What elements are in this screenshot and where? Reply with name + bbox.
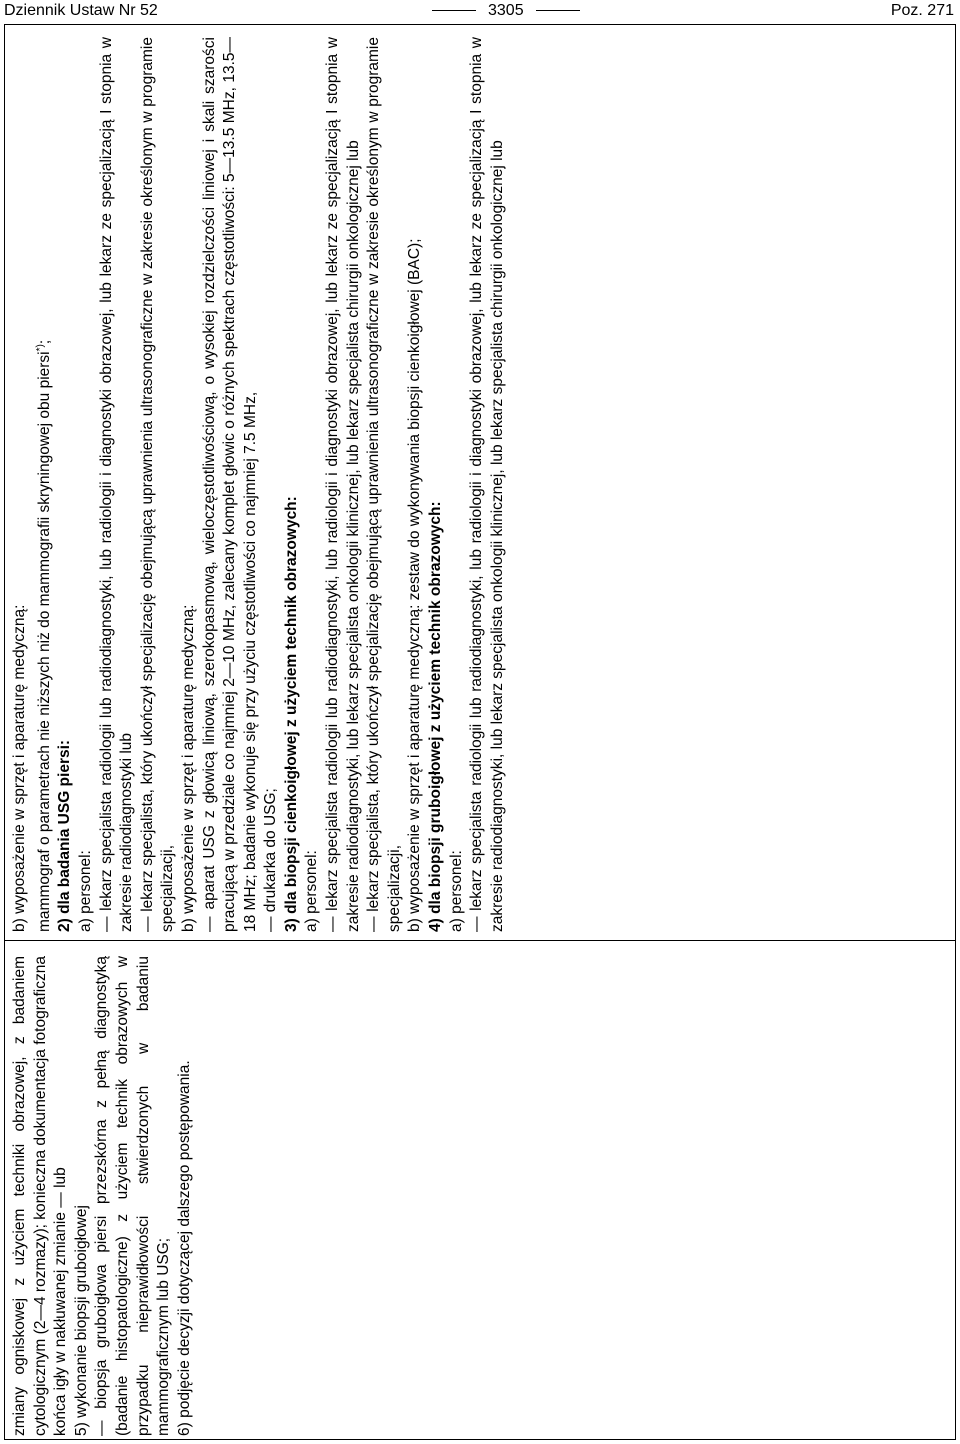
text-line: [302, 37, 323, 932]
line-text: — lekarz specjalista radiologii lub radiodiagnostyki, lub radiologii i diagnostyki obrazowej, lub lekarz ze specjalizacją I stopnia w zakresie radiodiagnostyki lub: [97, 37, 136, 932]
page-number-text: 3305: [488, 2, 524, 19]
line-text: mammograf o parametrach nie niższych niż do mammografii skryningowej obu piersi: [35, 351, 53, 932]
text-line: [200, 37, 262, 932]
text-line: [467, 37, 508, 932]
text-line: [97, 37, 138, 932]
text-line: [323, 37, 364, 932]
line-text: — biopsja gruboigłowa piersi przezskórna z pełną diagnostyką (badanie histopatologiczne) z użyciem technik obrazowych w przypadku nieprawidłowości stwierdzonych w badaniu mammograficznym lub USG;: [93, 956, 173, 1436]
column-divider: [4, 940, 956, 941]
page-header: [0, 0, 960, 24]
column-top-text: [10, 37, 508, 932]
text-line: [55, 37, 76, 932]
line-text: 6) podjęcie decyzji dotyczącej dalszego postępowania.: [175, 1060, 193, 1436]
line-text: — lekarz specjalista radiologii lub radiodiagnostyki, lub radiologii i diagnostyki obrazowej, lub lekarz ze specjalizacją I stopnia w zakresie radiodiagnostyki, lub lekarz specjalista onkologii klinicznej, lub lekarz specjalista chirurgii onkologicznej lub: [468, 37, 506, 932]
line-tail: ;: [35, 339, 53, 345]
dash-left: [432, 10, 476, 11]
line-text: a) personel:: [303, 850, 321, 932]
text-line: [31, 37, 56, 932]
text-line: [72, 956, 93, 1436]
journal-title: Dziennik Ustaw Nr 52: [4, 2, 158, 19]
text-line: [426, 37, 447, 932]
line-text: 5) wykonanie biopsji gruboigłowej: [72, 1205, 90, 1436]
line-text: b) wyposażenie w sprzęt i aparaturę medyczną:: [11, 604, 28, 932]
line-text: — lekarz specjalista, który ukończył specjalizację obejmującą uprawnienia ultrasonograficzne w zakresie określonym w programie specjalizacji,: [365, 37, 403, 932]
text-line: [10, 37, 31, 932]
footnote-marker: *): [34, 344, 46, 352]
line-text: b) wyposażenie w sprzęt i aparaturę medyczną:: [179, 604, 197, 932]
text-line: [447, 37, 468, 932]
page-number: [420, 2, 592, 20]
text-line: [261, 37, 282, 932]
text-line: [76, 37, 97, 932]
line-text: 2) dla badania USG piersi:: [56, 739, 74, 932]
text-line: [282, 37, 303, 932]
position-label: Poz. 271: [890, 2, 954, 19]
text-line: [92, 956, 174, 1436]
text-line: [138, 37, 179, 932]
text-line: [364, 37, 405, 932]
line-text: 4) dla biopsji gruboigłowej z użyciem technik obrazowych:: [427, 501, 445, 932]
text-line: [10, 956, 72, 1436]
text-line: [175, 956, 196, 1436]
line-text: zmiany ogniskowej z użyciem techniki obrazowej, z badaniem cytologicznym (2—4 rozmazy); konieczna dokumentacja fotograficzna końca igły w nakłuwanej zmianie — lub: [11, 956, 70, 1436]
line-text: — lekarz specjalista, który ukończył specjalizację obejmującą uprawnienia ultrasonograficzne w zakresie określonym w programie specjalizacji,: [138, 37, 177, 932]
line-text: a) personel:: [447, 850, 465, 932]
dash-right: [536, 10, 580, 11]
line-text: — aparat USG z głowicą liniową, szerokopasmową, wieloczęstotliwościową, o wysokiej rozdzielczości liniowej i skali szarości pracującą w przedziale co najmniej 2—10 MHz, zalecany komplet głowic o różnych spektrach częstotliwości: 5—13.5 MHz, 13.5—18 MHz; badanie wykonuje się przy użyciu częstotliwości co najmniej 7.5 MHz,: [200, 37, 259, 932]
line-text: b) wyposażenie w sprzęt i aparaturę medyczną: zestaw do wykonywania biopsji cienkoigłowej (BAC);: [406, 238, 424, 932]
line-text: — lekarz specjalista radiologii lub radiodiagnostyki, lub radiologii i diagnostyki obrazowej, lub lekarz ze specjalizacją I stopnia w zakresie radiodiagnostyki, lub lekarz specjalista onkologii klinicznej, lub lekarz specjalista chirurgii onkologicznej lub: [324, 37, 362, 932]
line-text: a) personel:: [76, 850, 94, 932]
text-line: [405, 37, 426, 932]
line-text: — drukarka do USG;: [262, 788, 280, 932]
text-line: [179, 37, 200, 932]
column-bottom-text: [10, 956, 195, 1436]
line-text: 3) dla biopsji cienkoigłowej z użyciem technik obrazowych:: [282, 496, 300, 932]
